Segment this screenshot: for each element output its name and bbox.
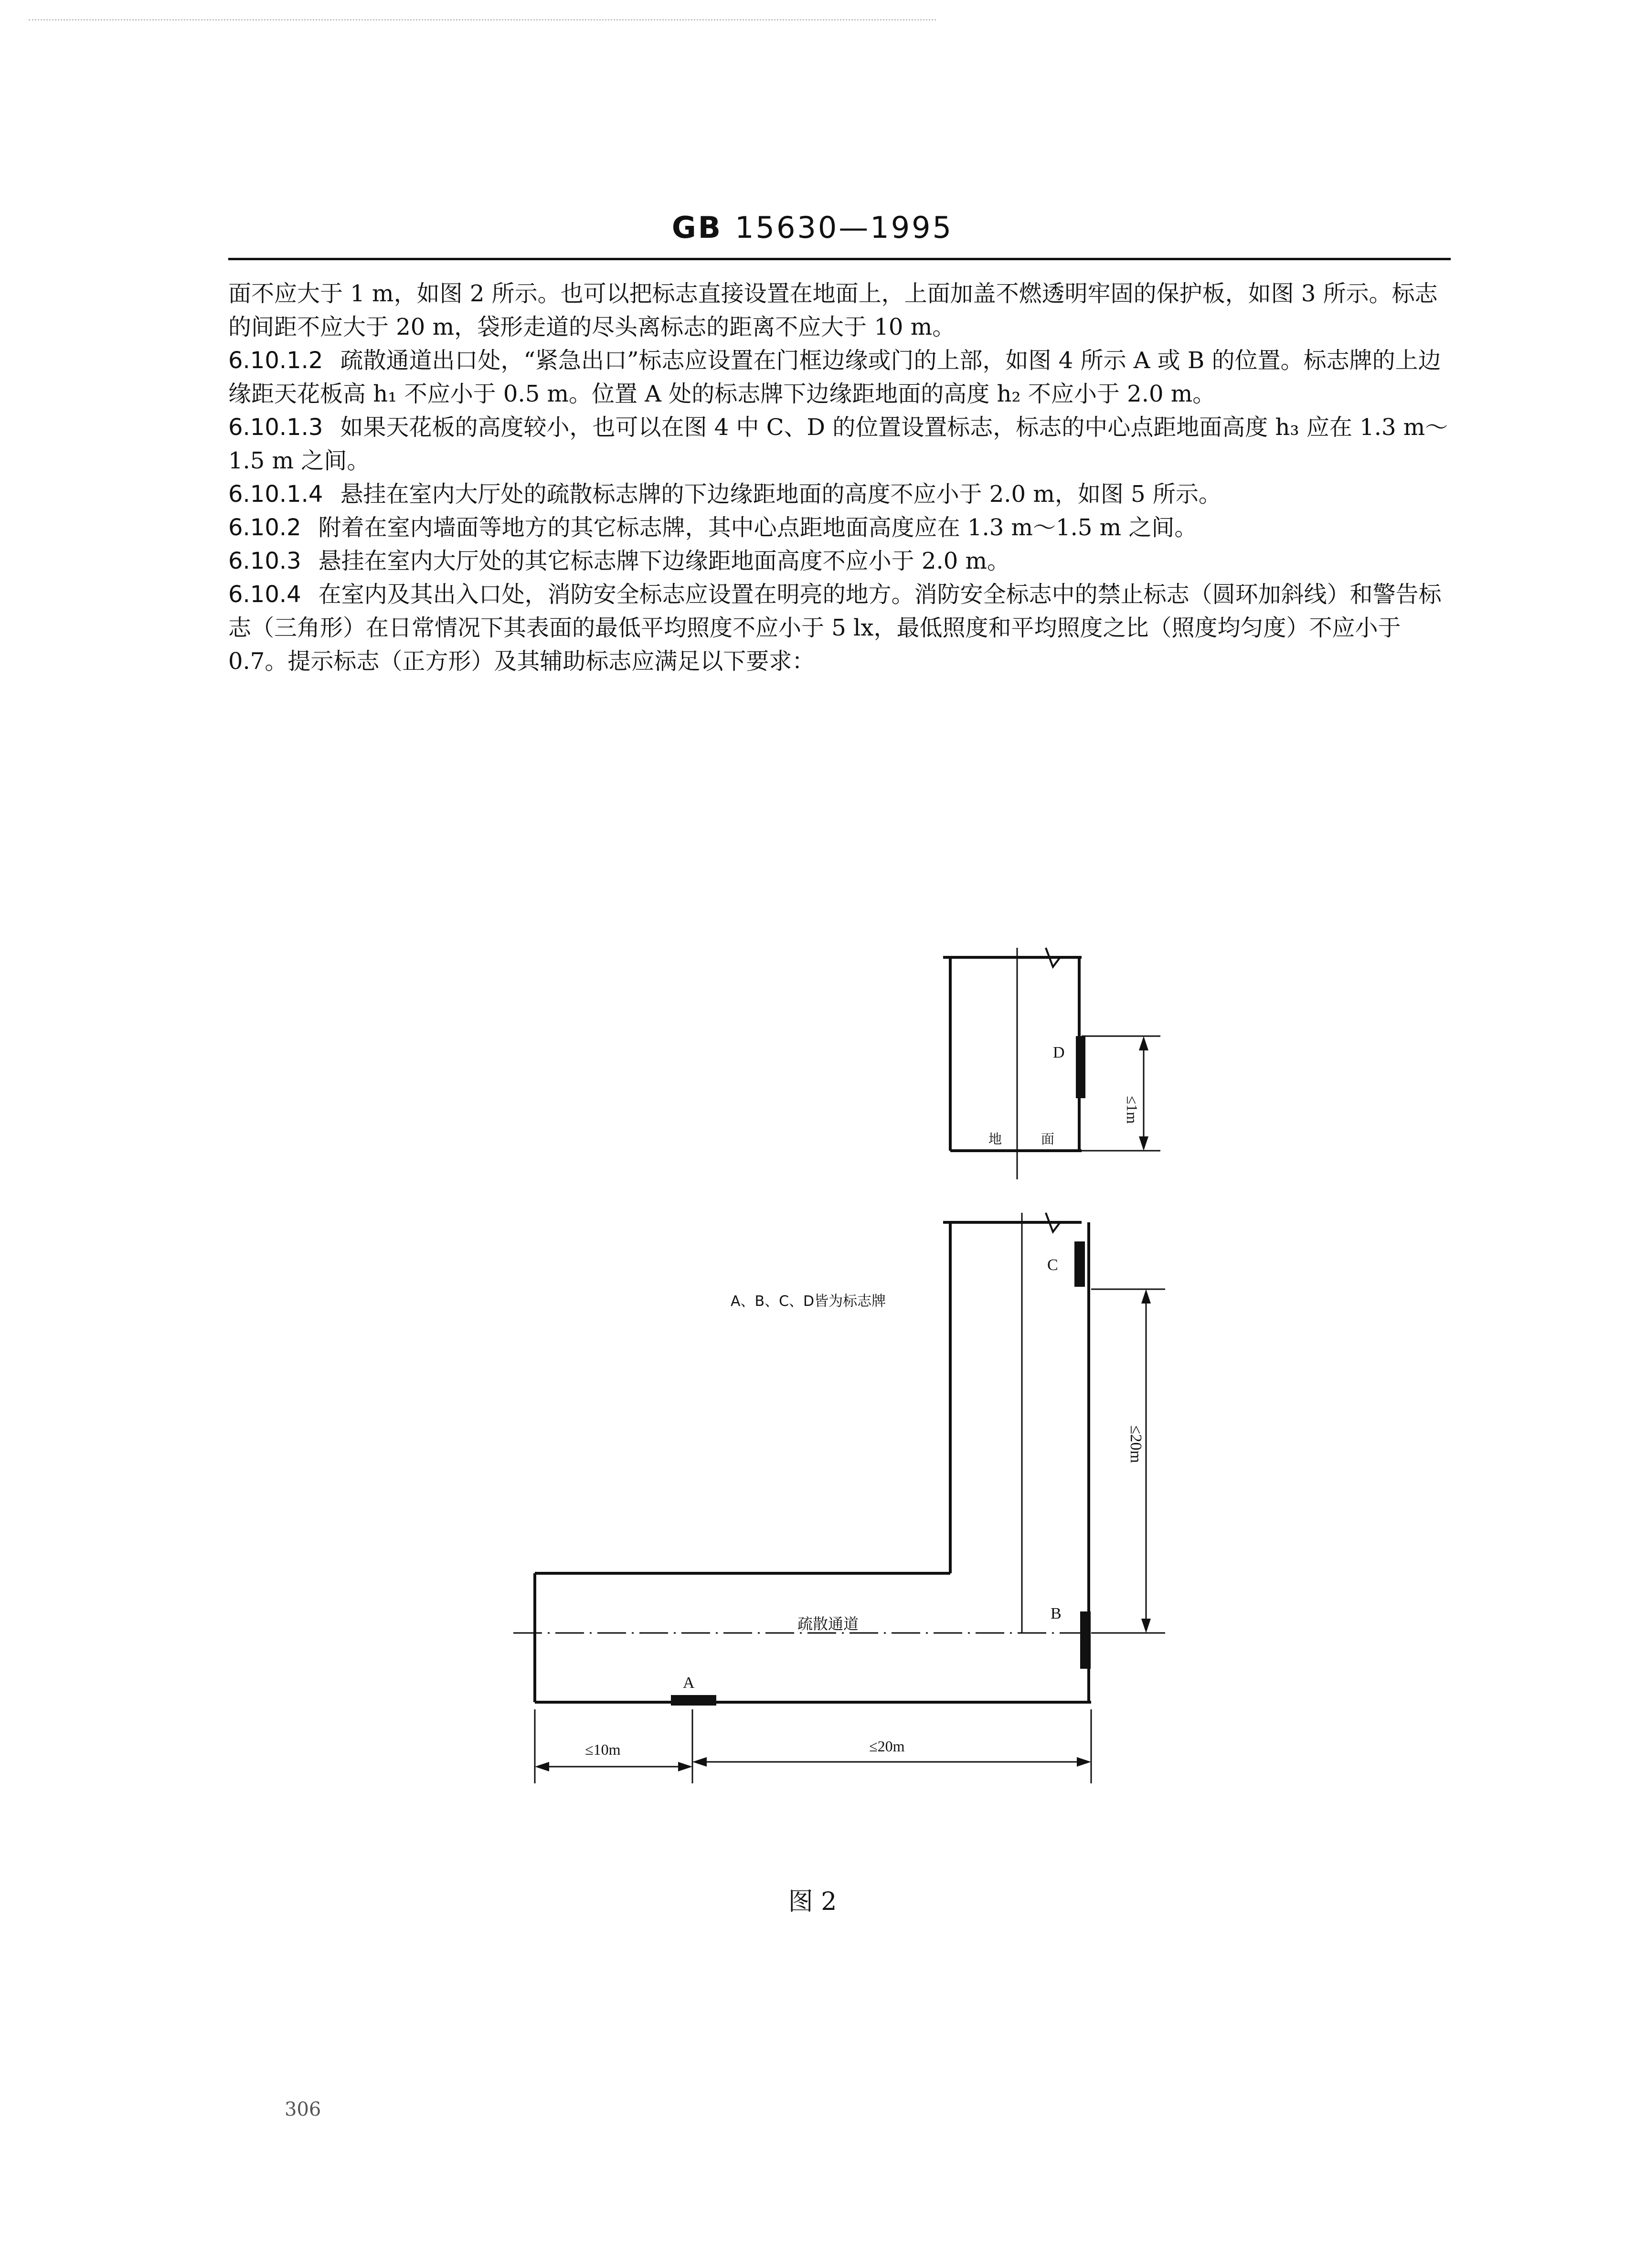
standard-code: GB [671,210,723,245]
label-b: B [1051,1605,1062,1622]
clause-number: 6.10.4 [228,581,301,608]
clause-number: 6.10.1.3 [228,414,323,441]
ground-label-left: 地 [988,1131,1002,1147]
paragraph-text: 悬挂在室内大厅处的其它标志牌下边缘距地面高度不应小于 2.0 m。 [318,548,1010,574]
note-signs: A、B、C、D皆为标志牌 [731,1293,886,1310]
dim-text-20m-vertical: ≤20m [1127,1425,1145,1463]
clause-number: 6.10.1.4 [228,481,323,508]
standard-number: 15630—1995 [735,210,954,245]
paragraph-text: 如果天花板的高度较小，也可以在图 4 中 C、D 的位置设置标志，标志的中心点距地面高度 h₃ 应在 1.3 m～1.5 m 之间。 [228,414,1448,474]
figure-caption: 图 2 [788,1887,837,1916]
label-a: A [683,1674,695,1692]
sign-b [1080,1611,1091,1669]
wall-detail-d [943,948,1082,1179]
paragraph-text: 悬挂在室内大厅处的疏散标志牌的下边缘距地面的高度不应小于 2.0 m，如图 5 所示。 [340,481,1221,508]
sign-a [671,1695,716,1706]
label-c: C [1047,1256,1058,1274]
dim-text-1m: ≤1m [1124,1096,1141,1124]
clause-number: 6.10.3 [228,548,301,574]
paragraph-text: 疏散通道出口处，“紧急出口”标志应设置在门框边缘或门的上部，如图 4 所示 A 或 B 的位置。标志牌的上边缘距天花板高 h₁ 不应小于 0.5 m。位置 A 处的标志牌下边缘距地面的高度 h₂ 不应小于 2.0 m。 [228,347,1441,407]
corridor-label: 疏散通道 [797,1615,859,1633]
ground-label-right: 面 [1041,1131,1055,1147]
clause-number: 6.10.1.2 [228,347,323,374]
dim-text-20m-horizontal: ≤20m [869,1738,905,1755]
page-number: 306 [285,2098,321,2120]
arrow-down [1139,1136,1148,1151]
paragraph-text: 在室内及其出入口处，消防安全标志应设置在明亮的地方。消防安全标志中的禁止标志（圆环加斜线）和警告标志（三角形）在日常情况下其表面的最低平均照度不应小于 5 lx，最低照度和平均照度之比（照度均匀度）不应小于 0.7。提示标志（正方形）及其辅助标志应满足以下要求： [228,581,1442,675]
sign-d [1076,1036,1085,1098]
dim-text-10m: ≤10m [585,1741,621,1758]
paragraph-text: 面不应大于 1 m，如图 2 所示。也可以把标志直接设置在地面上，上面加盖不燃透明牢固的保护板，如图 3 所示。标志的间距不应大于 20 m，袋形走道的尽头离标志的距离不应大于 10 m。 [228,280,1438,340]
clause-number: 6.10.2 [228,514,301,541]
paragraph-text: 附着在室内墙面等地方的其它标志牌，其中心点距地面高度应在 1.3 m～1.5 m 之间。 [318,514,1198,541]
arrow-up [1139,1036,1148,1050]
sign-c [1074,1241,1085,1287]
label-d: D [1053,1044,1065,1061]
